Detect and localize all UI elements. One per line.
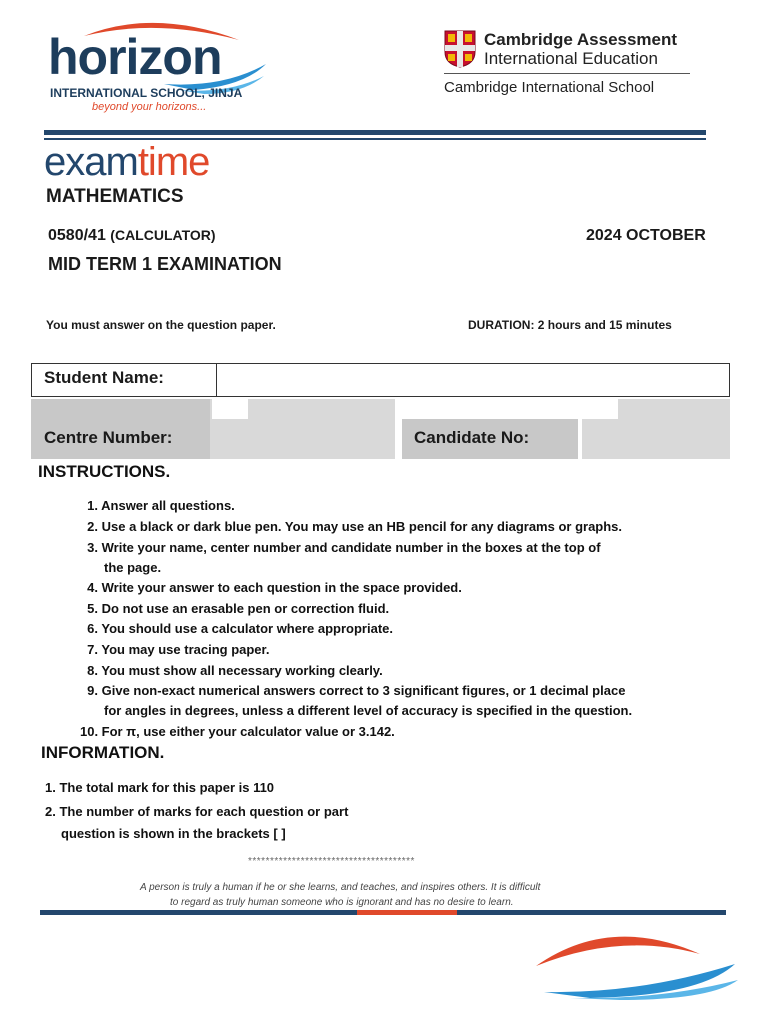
instruction-number: 3. bbox=[87, 540, 98, 555]
information-number: 1. bbox=[45, 780, 56, 795]
instruction-item bbox=[80, 683, 625, 698]
information-item bbox=[45, 780, 274, 795]
examtime-brand bbox=[44, 142, 209, 182]
paper-code-value: 0580/41 bbox=[48, 227, 106, 244]
exam-date: 2024 OCTOBER bbox=[586, 227, 706, 244]
cambridge-divider bbox=[444, 73, 690, 74]
cambridge-line3: Cambridge International School bbox=[444, 79, 655, 96]
paper-code bbox=[48, 227, 216, 245]
instruction-number: 7. bbox=[87, 642, 98, 657]
instruction-text: For π, use either your calculator value or 3.142. bbox=[101, 724, 395, 739]
instruction-text: Write your name, center number and candidate number in the boxes at the top of bbox=[101, 540, 601, 555]
instruction-number: 9. bbox=[87, 683, 98, 698]
instruction-continuation: for angles in degrees, unless a different level of accuracy is specified in the question. bbox=[104, 703, 633, 718]
centre-number-digit-gap bbox=[212, 399, 248, 419]
instruction-text: Answer all questions. bbox=[101, 498, 235, 513]
instruction-item bbox=[80, 580, 462, 595]
candidate-number-field[interactable] bbox=[582, 419, 730, 459]
instruction-text: You should use a calculator where appropriate. bbox=[101, 621, 393, 636]
horizon-wordmark: horizon bbox=[48, 29, 222, 85]
candidate-number-top-gap bbox=[402, 399, 618, 419]
instruction-number: 1. bbox=[87, 498, 98, 513]
instruction-number: 2. bbox=[87, 519, 98, 534]
information-text: The number of marks for each question or part bbox=[59, 804, 349, 819]
instruction-item bbox=[80, 663, 383, 678]
instruction-item bbox=[80, 498, 235, 513]
footer-stars: ************************************** bbox=[248, 856, 415, 867]
school-name: INTERNATIONAL SCHOOL, JINJA bbox=[50, 86, 243, 100]
information-number: 2. bbox=[45, 804, 56, 819]
horizon-logo bbox=[44, 14, 274, 119]
footer-quote-line2: to regard as truly human someone who is ignorant and has no desire to learn. bbox=[170, 897, 514, 908]
candidate-number-field-top bbox=[618, 399, 730, 419]
answer-note: You must answer on the question paper. bbox=[46, 318, 276, 332]
instructions-title: INSTRUCTIONS. bbox=[38, 462, 171, 481]
instruction-item bbox=[80, 724, 395, 739]
school-tagline: beyond your horizons... bbox=[92, 101, 207, 113]
exam-title: MID TERM 1 EXAMINATION bbox=[48, 254, 282, 274]
footer-rule-accent bbox=[357, 910, 457, 915]
paper-code-note: (CALCULATOR) bbox=[110, 227, 216, 243]
instruction-item bbox=[80, 519, 622, 534]
student-name-label: Student Name: bbox=[44, 368, 164, 387]
brand-part2: time bbox=[137, 140, 210, 184]
subject-title: MATHEMATICS bbox=[46, 186, 184, 207]
header-rule bbox=[44, 130, 706, 135]
information-item bbox=[45, 804, 348, 819]
cambridge-shield-icon bbox=[444, 30, 476, 68]
instruction-text: Use a black or dark blue pen. You may use an HB pencil for any diagrams or graphs. bbox=[101, 519, 623, 534]
candidate-number-label: Candidate No: bbox=[414, 428, 530, 447]
instruction-number: 8. bbox=[87, 663, 98, 678]
student-name-box bbox=[31, 363, 730, 397]
cambridge-line1: Cambridge Assessment bbox=[484, 30, 678, 49]
instruction-text: You may use tracing paper. bbox=[101, 642, 270, 657]
instruction-number: 4. bbox=[87, 580, 98, 595]
instruction-number: 6. bbox=[87, 621, 98, 636]
instruction-item bbox=[80, 601, 389, 616]
instruction-text: Give non-exact numerical answers correct to 3 significant figures, or 1 decimal place bbox=[101, 683, 626, 698]
information-text: The total mark for this paper is 110 bbox=[59, 780, 275, 795]
instruction-item bbox=[80, 621, 393, 636]
footer-quote-line1: A person is truly a human if he or she learns, and teaches, and inspires others. It is difficult bbox=[140, 882, 541, 893]
student-name-divider bbox=[216, 364, 217, 396]
centre-number-label: Centre Number: bbox=[44, 428, 173, 447]
instruction-number: 5. bbox=[87, 601, 98, 616]
instruction-continuation: the page. bbox=[104, 560, 162, 575]
student-name-field[interactable] bbox=[218, 364, 728, 396]
instruction-text: Write your answer to each question in the space provided. bbox=[101, 580, 462, 595]
exam-duration: DURATION: 2 hours and 15 minutes bbox=[468, 318, 672, 332]
instruction-text: Do not use an erasable pen or correction fluid. bbox=[101, 601, 390, 616]
instruction-item bbox=[80, 540, 601, 555]
instruction-item bbox=[80, 642, 269, 657]
instruction-number: 10. bbox=[80, 724, 99, 739]
information-title: INFORMATION. bbox=[41, 743, 165, 762]
cambridge-logo bbox=[444, 28, 694, 100]
field-gap bbox=[395, 399, 402, 459]
cambridge-line2: International Education bbox=[484, 49, 658, 68]
horizon-swoosh-icon bbox=[530, 924, 742, 1000]
brand-part1: exam bbox=[44, 140, 138, 184]
information-continuation: question is shown in the brackets [ ] bbox=[61, 826, 286, 841]
instruction-text: You must show all necessary working clearly. bbox=[101, 663, 383, 678]
